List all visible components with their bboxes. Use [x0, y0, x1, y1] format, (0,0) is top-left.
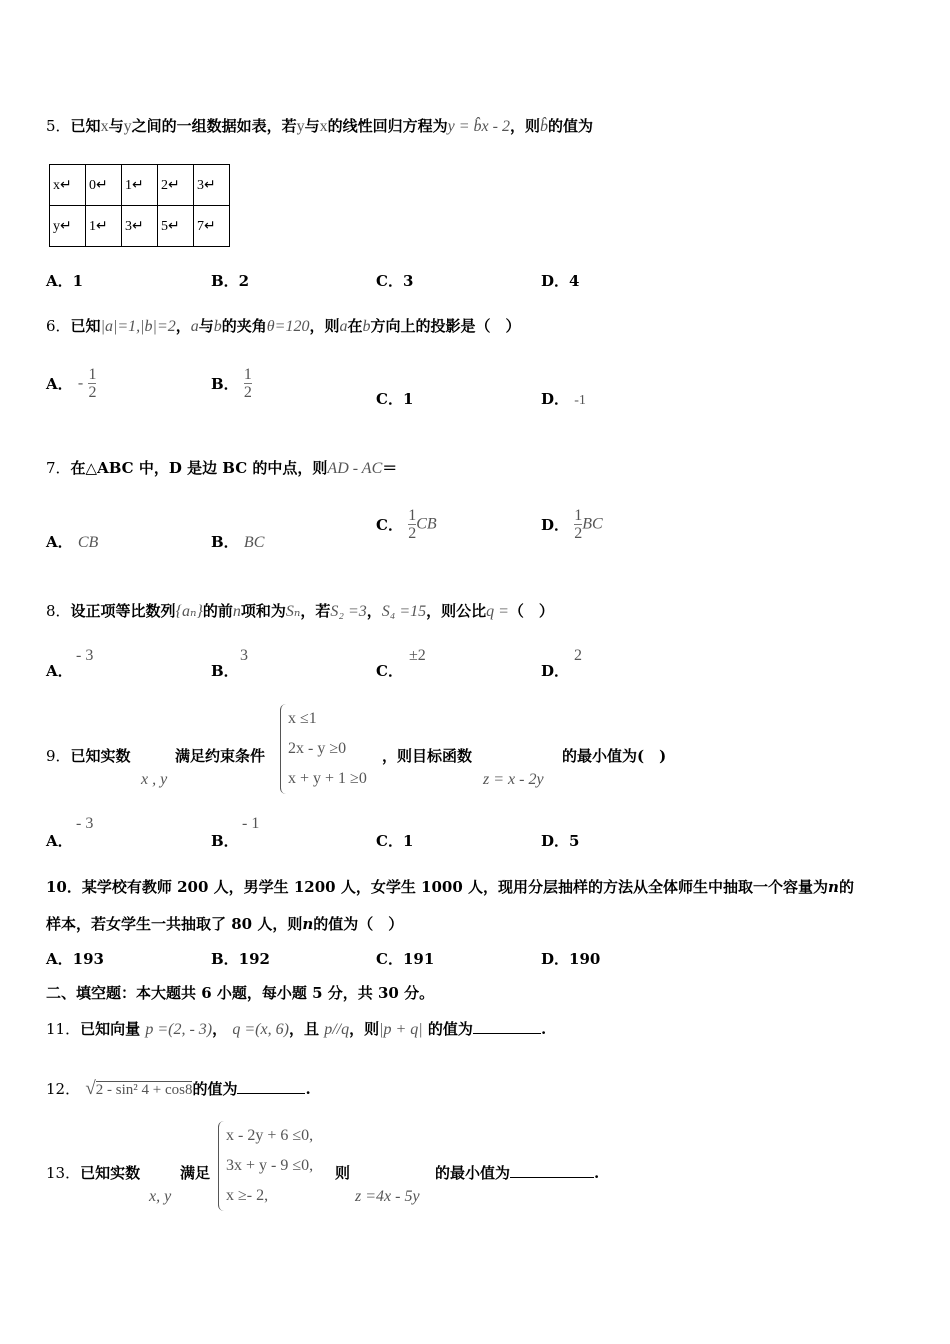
- question-13: 13．已知实数: [46, 1164, 141, 1182]
- vector-expression: AD - AC: [327, 460, 383, 477]
- regression-equation: y = b̂x - 2: [447, 118, 510, 135]
- option-a: A．: [46, 832, 73, 850]
- question-number: 6．: [46, 317, 71, 335]
- question-7: 7．在△ABC 中，D 是边 BC 的中点，则AD - AC＝: [46, 459, 398, 477]
- fraction: $\frac{1}{2}$: [408, 507, 417, 542]
- objective-function: z = x - 2y: [483, 771, 544, 788]
- question-number: 5．: [46, 117, 71, 135]
- question-11: 11．已知向量 p =(2, - 3)， q =(x, 6)，且 p//q，则|p + q| 的值为 .: [46, 1020, 547, 1038]
- option-b: B．: [211, 662, 239, 680]
- question-number: 7．: [46, 459, 71, 477]
- option-a: A．193: [46, 950, 104, 968]
- option-b: B． $\frac{1}{2}$: [211, 366, 252, 401]
- question-6: 6．已知|a|=1,|b|=2，a与b的夹角θ=120，则a在b方向上的投影是（ ）: [46, 317, 521, 335]
- option-b: B．192: [211, 950, 270, 968]
- constraint-system: x ≤1 2x - y ≥0 x + y + 1 ≥0: [280, 704, 367, 794]
- option-b: B．2: [211, 272, 250, 290]
- question-number: 11．: [46, 1020, 81, 1038]
- section-heading: 二、填空题：本大题共 6 小题，每小题 5 分，共 30 分。: [46, 984, 435, 1002]
- option-d: D．: [541, 662, 570, 680]
- option-d: D．5: [541, 832, 580, 850]
- option-d: D． -1: [541, 390, 586, 408]
- option-a: A．1: [46, 272, 84, 290]
- option-c: C．1: [376, 832, 414, 850]
- option-a: A． - $\frac{1}{2}$: [46, 366, 97, 401]
- question-9: 9．已知实数: [46, 747, 131, 765]
- answer-blank[interactable]: [237, 1079, 305, 1094]
- question-10-cont: 样本，若女学生一共抽取了 80 人，则n的值为（ ）: [46, 915, 404, 933]
- fraction: $\frac{1}{2}$: [243, 366, 252, 401]
- variables: x , y: [141, 771, 168, 788]
- option-c: C．191: [376, 950, 435, 968]
- option-a: A．: [46, 662, 73, 680]
- option-c: C． $\frac{1}{2}$ CB: [376, 507, 437, 542]
- option-a: A． CB: [46, 533, 99, 551]
- option-d: D．190: [541, 950, 601, 968]
- answer-blank[interactable]: [473, 1019, 541, 1034]
- question-5: 5．已知x与y之间的一组数据如表，若y与x的线性回归方程为y = b̂x - 2，则b̂的值为: [46, 117, 593, 135]
- constraint-system: x - 2y + 6 ≤0, 3x + y - 9 ≤0, x ≥- 2,: [218, 1121, 313, 1211]
- option-d: D．4: [541, 272, 580, 290]
- question-number: 12．: [46, 1080, 81, 1098]
- sqrt-expression: √2 - sin² 4 + cos8: [85, 1078, 193, 1099]
- question-number: 13．: [46, 1164, 81, 1182]
- data-table: [49, 164, 230, 247]
- question-12: 12． √2 - sin² 4 + cos8的值为 .: [46, 1078, 311, 1099]
- question-number: 8．: [46, 602, 71, 620]
- question-8: 8．设正项等比数列{aₙ}的前n项和为Sₙ，若S₂ =3，S₄ =15，则公比q =（ ）: [46, 602, 554, 620]
- option-d: D． $\frac{1}{2}$ BC: [541, 507, 603, 542]
- answer-blank[interactable]: [510, 1163, 594, 1178]
- option-c: C．: [376, 662, 403, 680]
- table-row: y↵ 1↵ 3↵ 5↵ 7↵: [50, 206, 230, 247]
- option-c: C．3: [376, 272, 414, 290]
- objective-function: z =4x - 5y: [355, 1188, 420, 1205]
- fraction: $\frac{1}{2}$: [574, 507, 583, 542]
- fraction: $\frac{1}{2}$: [88, 366, 97, 401]
- table-row: x↵ 0↵ 1↵ 2↵ 3↵: [50, 165, 230, 206]
- option-c: C．1: [376, 390, 414, 408]
- option-b: B． BC: [211, 533, 265, 551]
- option-b: B．: [211, 832, 239, 850]
- question-number: 9．: [46, 747, 71, 765]
- variables: x, y: [149, 1188, 172, 1205]
- question-10: 10．某学校有教师 200 人，男学生 1200 人，女学生 1000 人，现用分层抽样的方法从全体师生中抽取一个容量为n的: [46, 878, 854, 896]
